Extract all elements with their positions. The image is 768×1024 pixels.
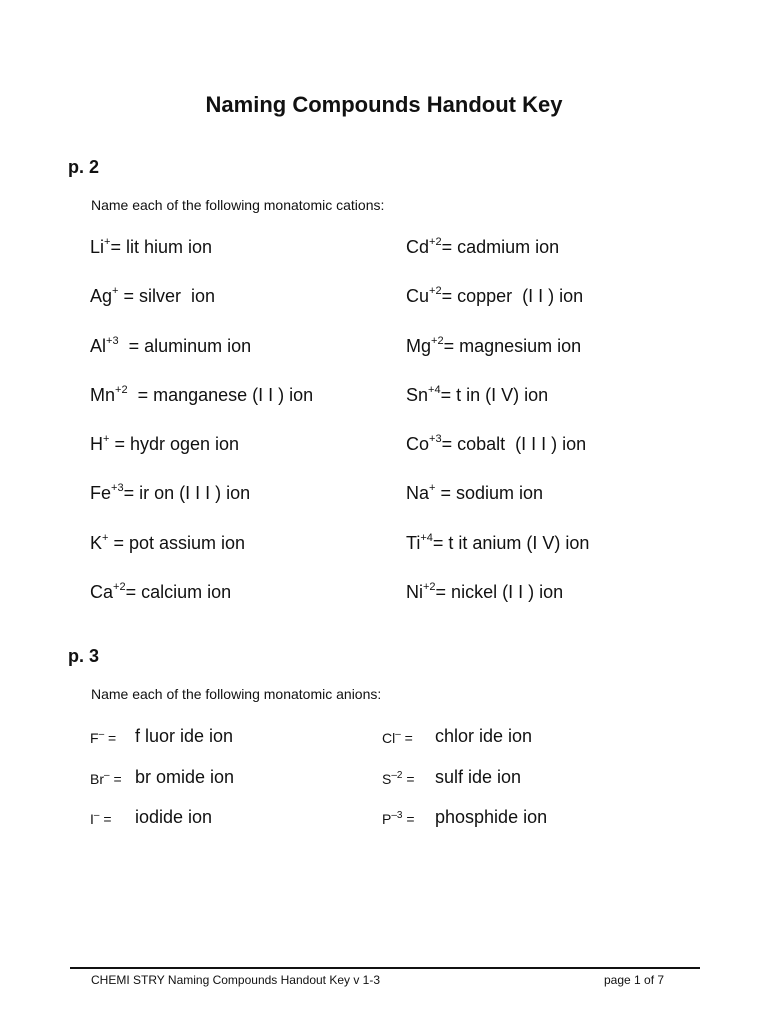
cation-row	[90, 336, 730, 385]
footer-divider	[70, 967, 700, 969]
equals-sign: =	[109, 770, 122, 787]
ion-charge: +4	[420, 531, 433, 544]
page-title: Naming Compounds Handout Key	[205, 92, 563, 117]
cation-row	[90, 434, 730, 483]
ion-name: iodide ion	[135, 807, 213, 827]
ion-symbol: I	[90, 811, 94, 827]
anion-symbol	[90, 811, 112, 827]
ion-name: = t in (I V) ion	[440, 384, 549, 405]
ion-symbol: P	[382, 811, 392, 827]
anion-row	[90, 807, 730, 848]
ion-charge: –	[93, 810, 100, 821]
ion-symbol: Ag	[90, 286, 113, 307]
ion-symbol: Ni	[406, 582, 423, 603]
ion-charge: +	[102, 531, 109, 544]
ion-symbol: Co	[406, 434, 430, 455]
anions-grid	[90, 726, 730, 848]
footer-page-number: page 1 of 7	[604, 973, 665, 987]
cation-entry	[90, 286, 215, 307]
ion-name: = ir on (I I I ) ion	[123, 483, 251, 504]
cation-entry	[406, 385, 548, 406]
ion-symbol: Br	[90, 770, 104, 787]
ion-symbol: Ti	[406, 532, 421, 553]
ion-name: = aluminum ion	[118, 335, 252, 356]
cation-entry	[406, 336, 581, 357]
ion-symbol: K	[90, 532, 103, 553]
cation-entry	[406, 237, 559, 258]
ion-name: f luor ide ion	[135, 726, 234, 746]
equals-sign: =	[400, 730, 413, 746]
cation-entry	[90, 434, 239, 455]
ion-charge: –	[98, 729, 105, 740]
ion-symbol: Na	[406, 483, 430, 504]
equals-sign: =	[104, 730, 117, 746]
ion-symbol: Mg	[406, 335, 432, 356]
ion-name: = cadmium ion	[441, 237, 560, 257]
ion-symbol: S	[382, 770, 392, 787]
section-heading-p2: p. 2	[68, 157, 100, 177]
ion-symbol: Cd	[406, 237, 430, 257]
equals-sign: =	[402, 770, 415, 787]
ion-charge: +3	[429, 433, 442, 446]
cation-row	[90, 582, 730, 631]
ion-symbol: Cu	[406, 286, 430, 307]
ion-charge: +2	[423, 581, 436, 594]
cation-entry	[90, 385, 313, 406]
cation-entry	[90, 336, 251, 357]
ion-charge: +2	[429, 236, 442, 248]
anion-row	[90, 726, 730, 767]
ion-symbol: Ca	[90, 582, 114, 603]
ion-name: br omide ion	[135, 766, 235, 787]
ion-charge: +2	[115, 383, 128, 396]
ion-symbol: F	[90, 730, 99, 746]
ion-charge: +2	[429, 285, 442, 298]
ion-charge: –3	[391, 810, 403, 821]
instruction-cations: Name each of the following monatomic cations:	[91, 197, 385, 213]
cation-row	[90, 237, 730, 286]
cation-row	[90, 286, 730, 335]
anion-symbol	[90, 730, 116, 746]
anion-symbol	[90, 771, 122, 787]
section-heading-p3: p. 3	[68, 646, 100, 666]
cation-entry	[406, 533, 589, 554]
ion-name: = calcium ion	[125, 582, 232, 603]
ion-charge: +4	[428, 383, 441, 396]
ion-symbol: Li	[90, 237, 105, 257]
ion-charge: –	[395, 729, 401, 740]
ion-name: = copper (I I ) ion	[441, 286, 584, 307]
ion-name: sulf ide ion	[435, 766, 522, 787]
ion-charge: +	[429, 482, 436, 495]
cation-entry	[406, 286, 583, 307]
anion-symbol	[382, 811, 415, 827]
ion-charge: +2	[113, 581, 126, 594]
equals-sign: =	[402, 811, 415, 827]
ion-name: = manganese (I I ) ion	[127, 384, 314, 405]
ion-name: = pot assium ion	[108, 532, 246, 553]
ion-symbol: Fe	[90, 483, 112, 504]
cations-grid	[90, 237, 730, 631]
cation-entry	[90, 483, 250, 504]
equals-sign: =	[99, 811, 112, 827]
footer-document-label: CHEMI STRY Naming Compounds Handout Key v 1-3	[91, 973, 381, 987]
cation-entry	[90, 237, 212, 258]
ion-charge: +2	[431, 334, 444, 347]
cation-entry	[90, 533, 245, 554]
cation-row	[90, 533, 730, 582]
ion-charge: +	[104, 236, 111, 248]
ion-name: = t it anium (I V) ion	[432, 532, 590, 553]
ion-charge: +	[112, 285, 119, 298]
anion-row	[90, 767, 730, 808]
ion-symbol: Al	[90, 335, 107, 356]
ion-symbol: H	[90, 434, 103, 455]
ion-symbol: Sn	[406, 384, 429, 405]
ion-name: = silver ion	[118, 286, 216, 307]
ion-name: = lit hium ion	[110, 237, 213, 257]
cation-entry	[406, 483, 543, 504]
cation-row	[90, 483, 730, 532]
ion-name: = hydr ogen ion	[109, 434, 240, 455]
anion-symbol	[382, 771, 415, 787]
instruction-anions: Name each of the following monatomic anions:	[91, 686, 382, 702]
ion-charge: +3	[111, 482, 124, 495]
ion-name: = magnesium ion	[443, 335, 582, 356]
ion-name: = sodium ion	[435, 483, 544, 504]
ion-charge: +	[103, 433, 110, 446]
ion-name: = cobalt (I I I ) ion	[441, 434, 587, 455]
cation-entry	[90, 582, 231, 603]
ion-symbol: Cl	[382, 730, 396, 746]
cation-entry	[406, 434, 586, 455]
anion-symbol	[382, 730, 413, 746]
cation-entry	[406, 582, 563, 603]
cation-row	[90, 385, 730, 434]
ion-name: = nickel (I I ) ion	[435, 582, 564, 603]
ion-name: phosphide ion	[435, 807, 548, 827]
ion-charge: –2	[391, 769, 403, 781]
ion-symbol: Mn	[90, 384, 116, 405]
ion-name: chlor ide ion	[435, 726, 533, 746]
ion-charge: +3	[106, 334, 119, 347]
ion-charge: –	[104, 769, 110, 781]
